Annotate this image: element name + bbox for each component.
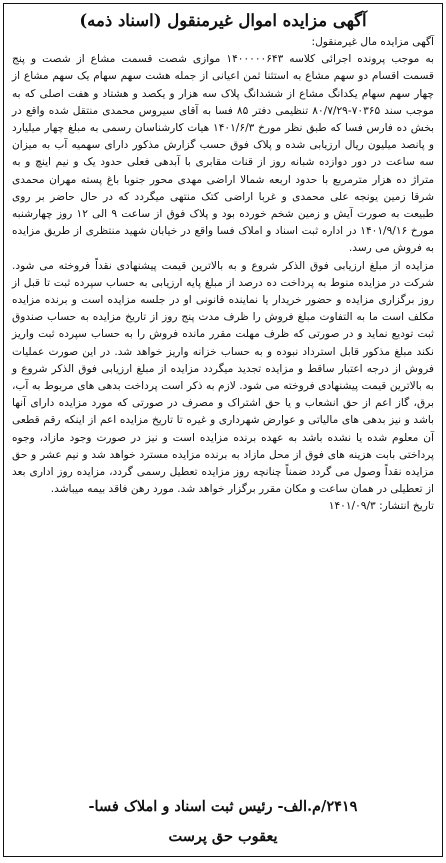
spacer: [12, 516, 434, 790]
notice-intro: آگهی مزایده مال غیرمنقول:: [311, 36, 434, 48]
publish-date: تاریخ انتشار: ۱۴۰۱/۰۹/۳: [328, 500, 434, 513]
notice-title: آگهی مزایده اموال غیرمنقول (اسناد ذمه): [79, 11, 367, 30]
notice-paragraph-property: به موجب پرونده اجرائی کلاسه ۱۴۰۰۰۰۰۶۴۳ موازی شصت قسمت مشاع از شصت و پنج قسمت اقسام دو سهم مشاع به استثنا ثمن اعیانی از جمله هشت سهم سهام یک سهم مشاع از چهار سهم سهام یکدانگ مشاع از ششدانگ پلاک سه هزار و یکصد و هشتاد و هفت اصلی که به موجب سند ۷۰۳۶۵-۸۰/۷/۲۹ تنظیمی دفتر ۸۵ فسا به آقای سیروس محمدی منتقل شده واقع در بخش ده فارس فسا که طبق نظر مورخ ۱۴۰۱/۶/۳ هیات کارشناسان رسمی به مبلغ چهار میلیارد و پانصد میلیون ریال ارزیابی شده و پلاک فوق حسب گزارش مذکور دارای سهمیه آب به میزان سه ساعت در دور دوازده شبانه روز از قنات مقابری با آبدهی فعلی حدود یک و نیم اینچ و به متراژ ده هزار مترمربع با حدود اربعه شمالا اراضی مهدی محور جنوبا باغ پسته مهران محمدی شرقا زمین یونجه علی محمدی و غربا اراضی کتک منتهی میگردد که در حال حاضر بر روی طبیعت به صورت آیش و زمین شخم خورده بود و پلاک فوق از ساعت ۹ الی ۱۲ روز چهارشنبه مورخ ۱۴۰۱/۹/۱۶ در اداره ثبت اسناد و املاک فسا واقع در خیابان شهید منتظری از طریق مزایده به فروش می رسد.: [12, 53, 434, 255]
notice-paragraph-terms: مزایده از مبلغ ارزیابی فوق الذکر شروع و به بالاترین قیمت پیشنهادی نقداً فروخته می شود. شرکت در مزایده منوط به پرداخت ده درصد از مبلغ پایه ارزیابی به حساب سپرده ثبت تا قبل از روز برگزاری مزایده و حضور خریدار یا نماینده قانونی او در جلسه مزایده است و برنده مزایده مکلف است ما به التفاوت مبلغ فروش را ظرف مدت پنج روز از تاریخ مزایده به حساب صندوق ثبت تودیع نماید و در صورتی که ظرف مهلت مقرر مانده فروش را به حساب سپرده ثبت واریز نکند مبلغ مذکور قابل استرداد نبوده و به حساب خزانه واریز خواهد شد. در این صورت عملیات فروش از درجه اعتبار ساقط و مزایده تجدید میگردد مزایده از مبلغ ارزیابی فوق الذکر شروع و به بالاترین قیمت پیشنهادی فروخته می شود. لازم به ذکر است پرداخت بدهی های مربوط به آب، برق، گاز اعم از حق انشعاب و یا حق اشتراک و مصرف در صورتی که مورد مزایده دارای آنها باشد و نیز بدهی های مالیاتی و عوارض شهرداری و غیره تا تاریخ مزایده اعم از اینکه رقم قطعی آن معلوم شده یا نشده باشد به عهده برنده مزایده است و نیز در صورت وجود مازاد، وجوه پرداختی بابت هزینه های فوق از محل مازاد به برنده مزایده مسترد خواهد شد و نیم عشر و حق مزایده نقداً وصول می گردد ضمناً چنانچه روز مزایده تعطیل رسمی گردد، مزایده روز اداری بعد از تعطیلی در همان ساعت و مکان مقرر برگزار خواهد شد. مورد رهن فاقد بیمه میباشد.: [12, 259, 434, 496]
signature-title: ۲۴۱۹/م.الف- رئیس ثبت اسناد و املاک فسا-: [88, 798, 358, 815]
auction-notice: [3, 3, 443, 857]
signature-name: یعقوب حق پرست: [168, 828, 278, 845]
